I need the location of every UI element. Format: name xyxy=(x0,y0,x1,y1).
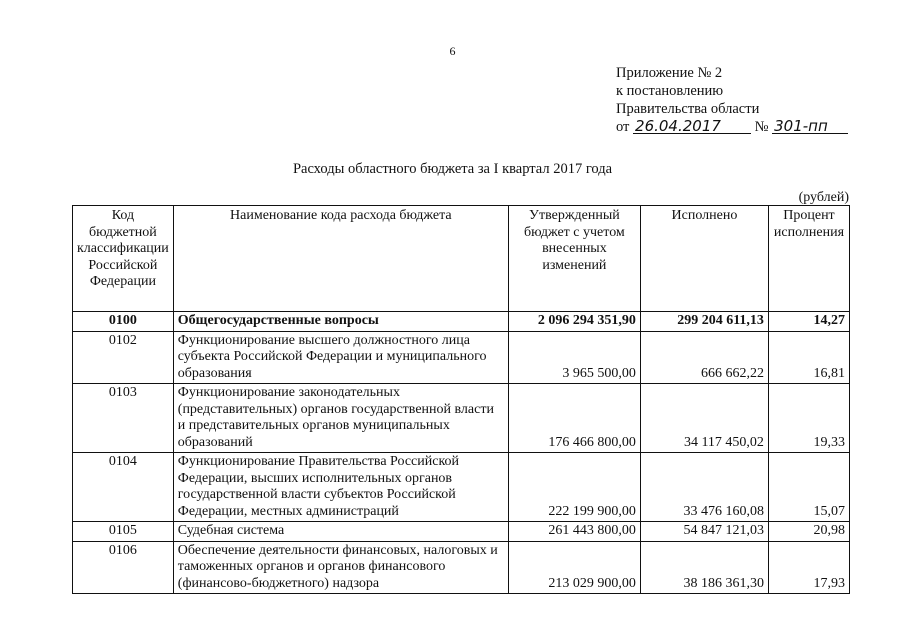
cell-code: 0106 xyxy=(73,541,174,594)
appendix-line-government: Правительства области xyxy=(616,101,760,117)
header-executed: Исполнено xyxy=(640,206,768,312)
appendix-line-decree: к постановлению xyxy=(616,83,724,99)
cell-percent: 17,93 xyxy=(768,541,849,594)
table-row xyxy=(73,331,850,384)
cell-executed: 34 117 450,02 xyxy=(640,384,768,453)
header-name: Наименование кода расхода бюджета xyxy=(173,206,508,312)
header-percent: Процент исполнения xyxy=(768,206,849,312)
appendix-date-line xyxy=(616,118,848,136)
table-row xyxy=(73,541,850,594)
cell-executed: 299 204 611,13 xyxy=(640,312,768,332)
cell-name: Общегосударственные вопросы xyxy=(173,312,508,332)
date-prefix: от xyxy=(616,119,630,135)
cell-code: 0103 xyxy=(73,384,174,453)
table-header-row xyxy=(73,206,850,312)
cell-code: 0100 xyxy=(73,312,174,332)
cell-name: Судебная система xyxy=(173,522,508,542)
cell-name: Обеспечение деятельности финансовых, налоговых и таможенных органов и органов финансового (финансово-бюджетного) надзора xyxy=(173,541,508,594)
cell-percent: 14,27 xyxy=(768,312,849,332)
cell-approved: 261 443 800,00 xyxy=(508,522,640,542)
table-row xyxy=(73,312,850,332)
handwritten-date: 26.04.2017 xyxy=(633,119,751,134)
cell-percent: 15,07 xyxy=(768,453,849,522)
appendix-title: Приложение № 2 xyxy=(616,65,723,81)
document-title: Расходы областного бюджета за I квартал 2017 года xyxy=(292,161,613,177)
cell-name: Функционирование законодательных (представительных) органов государственной власти и представительных органов муниципальных образований xyxy=(173,384,508,453)
appendix-block xyxy=(616,64,848,136)
handwritten-number: 301-пп xyxy=(772,119,848,134)
cell-code: 0105 xyxy=(73,522,174,542)
cell-code: 0104 xyxy=(73,453,174,522)
cell-approved: 213 029 900,00 xyxy=(508,541,640,594)
cell-code: 0102 xyxy=(73,331,174,384)
cell-percent: 16,81 xyxy=(768,331,849,384)
cell-executed: 33 476 160,08 xyxy=(640,453,768,522)
cell-name: Функционирование высшего должностного лица субъекта Российской Федерации и муниципального образования xyxy=(173,331,508,384)
cell-approved: 3 965 500,00 xyxy=(508,331,640,384)
table-row xyxy=(73,453,850,522)
header-approved: Утвержденный бюджет с учетом внесенных изменений xyxy=(508,206,640,312)
page-number: 6 xyxy=(449,44,456,58)
cell-percent: 20,98 xyxy=(768,522,849,542)
cell-approved: 222 199 900,00 xyxy=(508,453,640,522)
budget-table xyxy=(72,205,850,594)
cell-executed: 54 847 121,03 xyxy=(640,522,768,542)
cell-approved: 2 096 294 351,90 xyxy=(508,312,640,332)
number-prefix: № xyxy=(754,119,769,135)
cell-executed: 666 662,22 xyxy=(640,331,768,384)
table-row xyxy=(73,384,850,453)
units-label: (рублей) xyxy=(798,190,849,205)
cell-approved: 176 466 800,00 xyxy=(508,384,640,453)
header-code: Код бюджетной классификации Российской Федерации xyxy=(73,206,174,312)
cell-executed: 38 186 361,30 xyxy=(640,541,768,594)
cell-name: Функционирование Правительства Российской Федерации, высших исполнительных органов государственной власти субъектов Российской Федерации, местных администраций xyxy=(173,453,508,522)
table-row xyxy=(73,522,850,542)
cell-percent: 19,33 xyxy=(768,384,849,453)
